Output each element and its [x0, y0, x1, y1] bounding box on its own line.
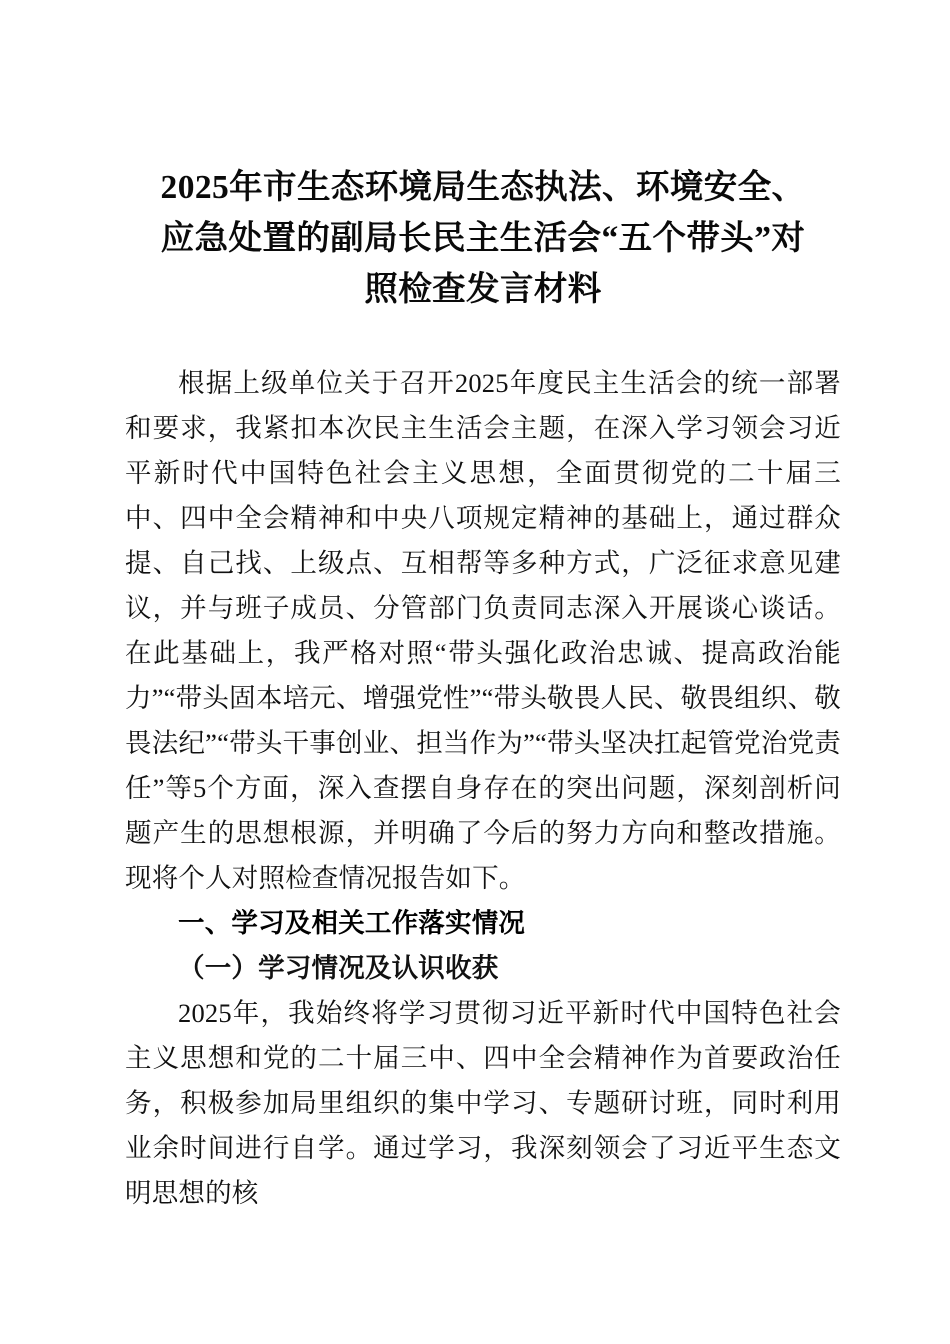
title-line-1: 2025年市生态环境局生态执法、环境安全、	[160, 169, 806, 206]
learning-situation-paragraph: 2025年，我始终将学习贯彻习近平新时代中国特色社会主义思想和党的二十届三中、四中全会精神作为首要政治任务，积极参加局里组织的集中学习、专题研讨班，同时利用业余时间进行自学。通过学习，我深刻领会了习近平生态文明思想的核	[125, 998, 841, 1208]
section-heading-1: 一、学习及相关工作落实情况	[178, 908, 526, 938]
intro-paragraph: 根据上级单位关于召开2025年度民主生活会的统一部署和要求，我紧扣本次民主生活会主题，在深入学习领会习近平新时代中国特色社会主义思想，全面贯彻党的二十届三中、四中全会精神和中央八项规定精神的基础上，通过群众提、自己找、上级点、互相帮等多种方式，广泛征求意见建议，并与班子成员、分管部门负责同志深入开展谈心谈话。在此基础上，我严格对照“带头强化政治忠诚、提高政治能力”“带头固本培元、增强党性”“带头敬畏人民、敬畏组织、敬畏法纪”“带头干事创业、担当作为”“带头坚决扛起管党治党责任”等5个方面，深入查摆自身存在的突出问题，深刻剖析问题产生的思想根源，并明确了今后的努力方向和整改措施。现将个人对照检查情况报告如下。	[125, 368, 841, 893]
title-line-2: 应急处置的副局长民主生活会“五个带头”对	[160, 220, 806, 257]
page-title	[125, 0, 841, 315]
subsection-heading-1-1: （一）学习情况及认识收获	[178, 953, 499, 983]
title-line-3: 照检查发言材料	[364, 271, 602, 308]
document-content	[125, 0, 841, 1216]
